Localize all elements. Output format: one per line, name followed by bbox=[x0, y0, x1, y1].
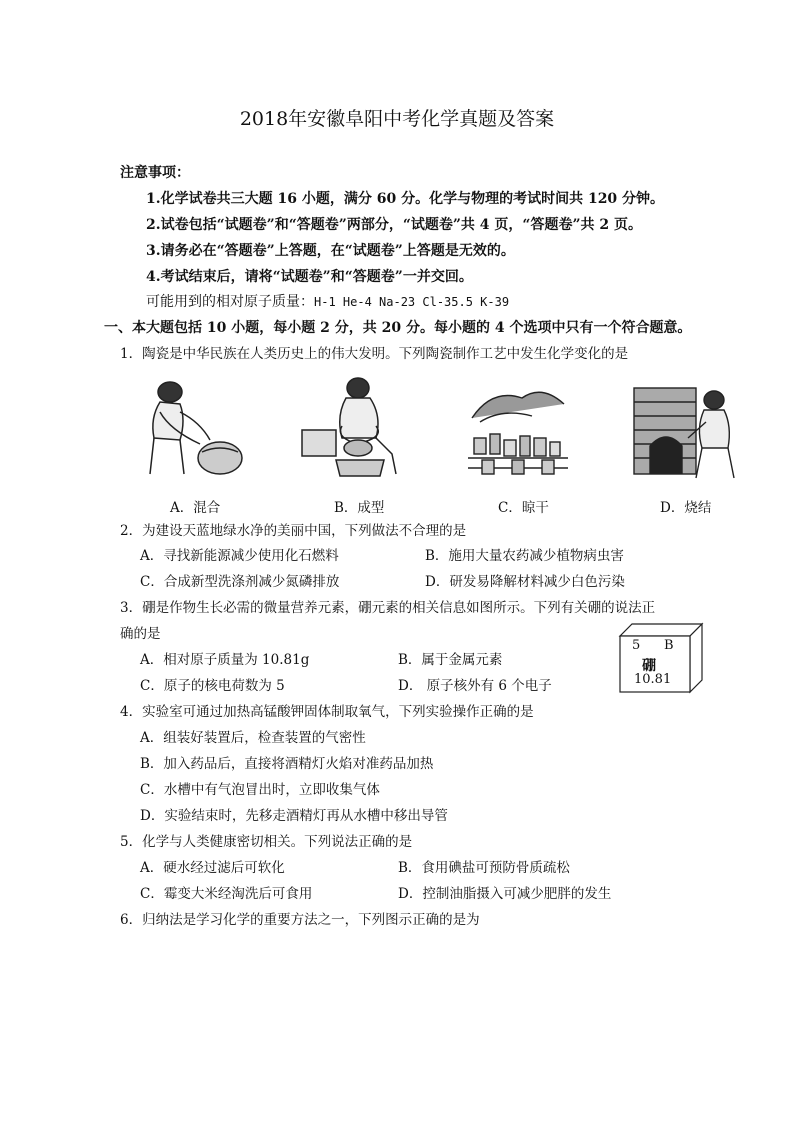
q1-option-b: B．成型 bbox=[334, 500, 385, 516]
q1-option-a: A．混合 bbox=[170, 500, 221, 516]
q2-option-b: B．施用大量农药减少植物病虫害 bbox=[425, 548, 624, 564]
forming-illustration bbox=[296, 376, 408, 482]
element-number: 5 bbox=[632, 638, 641, 653]
q5-stem: 5．化学与人类健康密切相关。下列说法正确的是 bbox=[120, 834, 413, 850]
q5-option-a: A．硬水经过滤后可软化 bbox=[140, 860, 285, 876]
q2-stem: 2．为建设天蓝地绿水净的美丽中国，下列做法不合理的是 bbox=[120, 523, 467, 539]
element-name: 硼 bbox=[642, 658, 656, 674]
q4-option-b: B．加入药品后，直接将酒精灯火焰对准药品加热 bbox=[140, 756, 434, 772]
atomic-mass-line bbox=[146, 292, 509, 312]
q5-option-b: B．食用碘盐可预防骨质疏松 bbox=[398, 860, 570, 876]
q3-option-b: B．属于金属元素 bbox=[398, 652, 503, 668]
q4-option-c: C．水槽中有气泡冒出时，立即收集气体 bbox=[140, 782, 380, 798]
q3-option-d: D． 原子核外有 6 个电子 bbox=[398, 678, 552, 694]
q6-stem: 6．归纳法是学习化学的重要方法之一，下列图示正确的是为 bbox=[120, 912, 480, 928]
sintering-illustration bbox=[630, 378, 742, 484]
element-mass: 10.81 bbox=[634, 672, 672, 687]
q5-option-c: C．霉变大米经淘洗后可食用 bbox=[140, 886, 313, 902]
section-1-heading: 一、本大题包括 10 小题，每小题 2 分，共 20 分。每小题的 4 个选项中只有一个符合题意。 bbox=[104, 320, 692, 336]
boron-element-card bbox=[618, 622, 704, 694]
drying-illustration bbox=[462, 378, 574, 482]
q4-option-a: A．组装好装置后，检查装置的气密性 bbox=[140, 730, 366, 746]
page-title: 2018年安徽阜阳中考化学真题及答案 bbox=[239, 108, 555, 130]
notice-item-2: 2.试卷包括“试题卷”和“答题卷”两部分，“试题卷”共 4 页，“答题卷”共 2 页。 bbox=[146, 217, 643, 233]
atomic-mass-values: H-1 He-4 Na-23 Cl-35.5 K-39 bbox=[314, 295, 510, 309]
q2-option-a: A．寻找新能源减少使用化石燃料 bbox=[140, 548, 339, 564]
q3-option-a: A．相对原子质量为 10.81g bbox=[140, 652, 310, 668]
element-symbol: B bbox=[664, 638, 674, 653]
q5-option-d: D．控制油脂摄入可减少肥胖的发生 bbox=[398, 886, 612, 902]
mixing-illustration bbox=[140, 378, 250, 482]
q4-option-d: D．实验结束时，先移走酒精灯再从水槽中移出导管 bbox=[140, 808, 448, 824]
q3-stem-line-2: 确的是 bbox=[120, 626, 161, 642]
q4-stem: 4．实验室可通过加热高锰酸钾固体制取氧气，下列实验操作正确的是 bbox=[120, 704, 534, 720]
notice-item-3: 3.请务必在“答题卷”上答题，在“试题卷”上答题是无效的。 bbox=[146, 243, 515, 259]
q1-stem: 1．陶瓷是中华民族在人类历史上的伟大发明。下列陶瓷制作工艺中发生化学变化的是 bbox=[120, 346, 629, 362]
q1-option-c: C．晾干 bbox=[498, 500, 549, 516]
q2-option-c: C．合成新型洗涤剂减少氮磷排放 bbox=[140, 574, 340, 590]
atomic-mass-label: 可能用到的相对原子质量： bbox=[146, 294, 314, 310]
notice-item-1: 1.化学试卷共三大题 16 小题，满分 60 分。化学与物理的考试时间共 120 分钟。 bbox=[146, 191, 665, 207]
q3-option-c: C．原子的核电荷数为 5 bbox=[140, 678, 285, 694]
q2-option-d: D．研发易降解材料减少白色污染 bbox=[425, 574, 625, 590]
q3-stem-line-1: 3．硼是作物生长必需的微量营养元素，硼元素的相关信息如图所示。下列有关硼的说法正 bbox=[120, 600, 656, 616]
notice-item-4: 4.考试结束后，请将“试题卷”和“答题卷”一并交回。 bbox=[146, 269, 473, 285]
notice-heading: 注意事项： bbox=[120, 165, 190, 181]
q1-option-d: D．烧结 bbox=[660, 500, 712, 516]
